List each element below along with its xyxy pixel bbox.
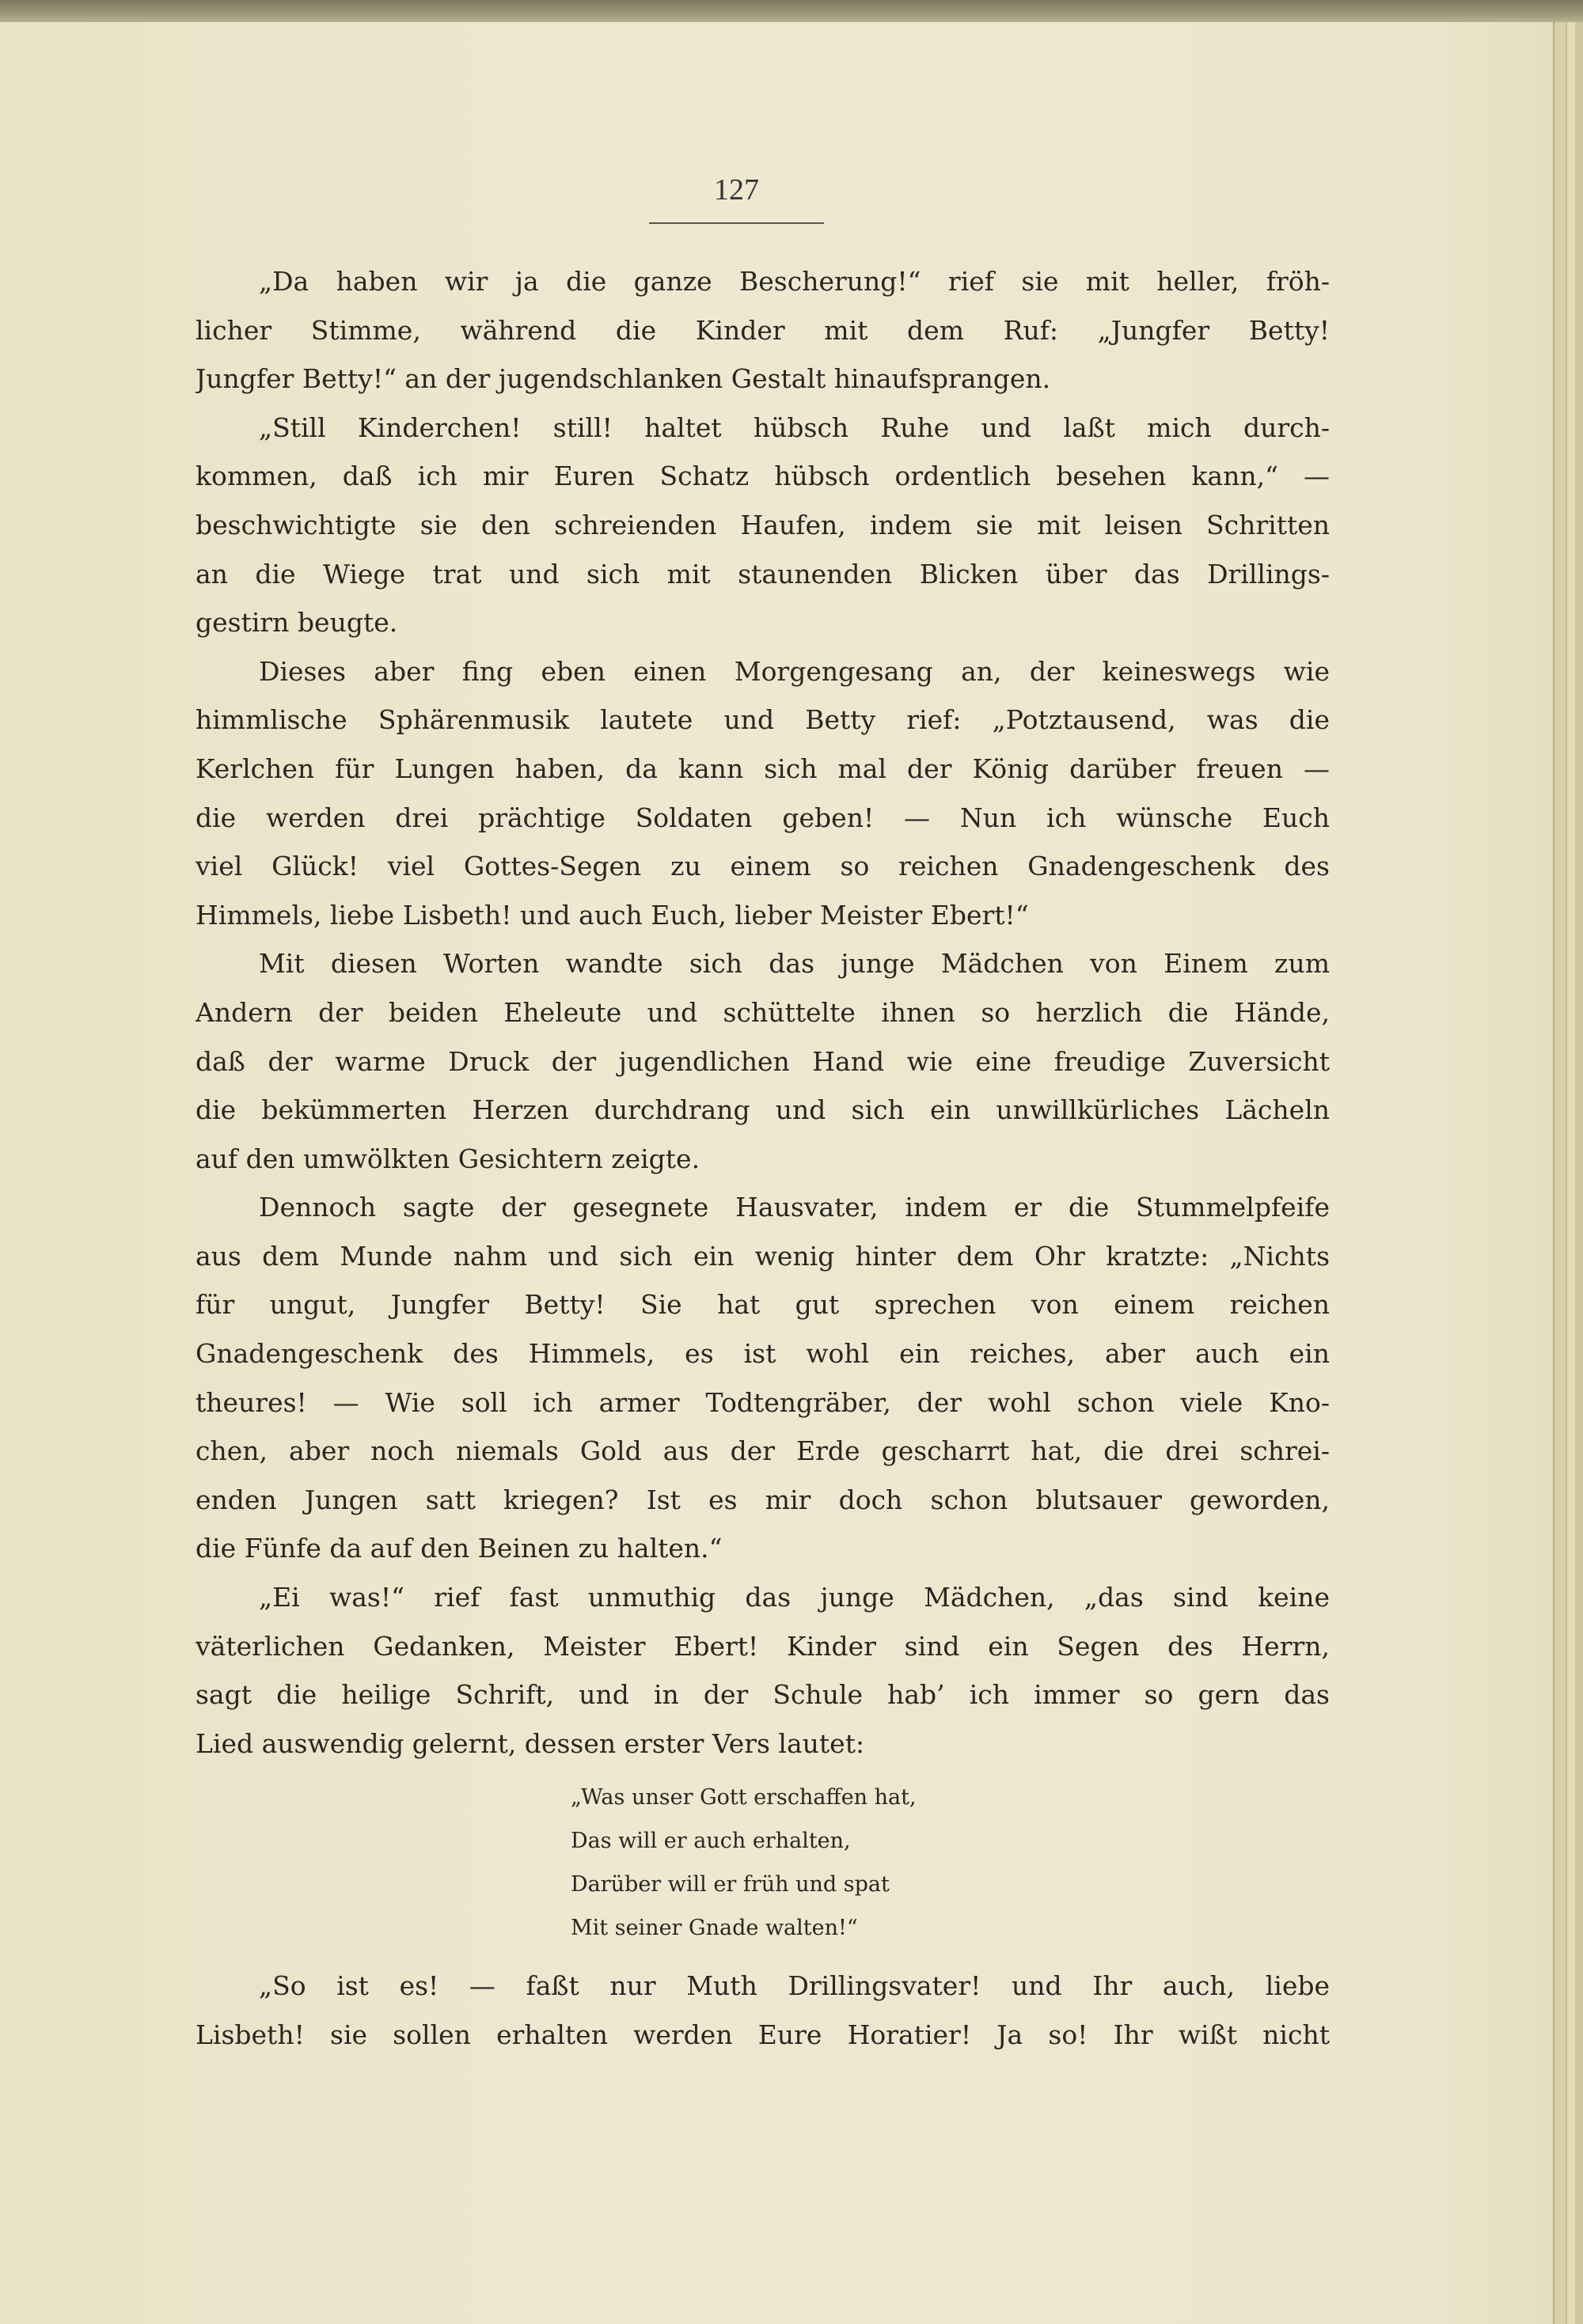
scan-top-border <box>0 0 1583 22</box>
text-line: kommen, daß ich mir Euren Schatz hübsch ordentlich besehen kann,“ — <box>196 461 1330 492</box>
text-line: die Fünfe da auf den Beinen zu halten.“ <box>196 1533 723 1564</box>
text-line: Mit diesen Worten wandte sich das junge Mädchen von Einem zum <box>259 948 1330 980</box>
text-line: chen, aber noch niemals Gold aus der Erde gescharrt hat, die drei schrei- <box>196 1435 1330 1467</box>
text-line: gestirn beugte. <box>196 607 398 639</box>
text-line: die werden drei prächtige Soldaten geben! — Nun ich wünsche Euch <box>196 802 1330 833</box>
text-line: für ungut, Jungfer Betty! Sie hat gut sprechen von einem reichen <box>196 1289 1330 1321</box>
text-line: theures! — Wie soll ich armer Todtengräber, der wohl schon viele Kno- <box>196 1386 1330 1418</box>
text-line: daß der warme Druck der jugendlichen Hand wie eine freudige Zuversicht <box>196 1045 1330 1077</box>
text-line: an die Wiege trat und sich mit staunenden Blicken über das Drillings- <box>196 558 1330 590</box>
text-line: Lisbeth! sie sollen erhalten werden Eure Horatier! Ja so! Ihr wißt nicht <box>196 2019 1330 2050</box>
text-line: himmlische Sphärenmusik lautete und Betty rief: „Potztausend, was die <box>196 704 1330 736</box>
text-line: Dennoch sagte der gesegnete Hausvater, indem er die Stummelpfeife <box>259 1192 1330 1223</box>
text-line: sagt die heilige Schrift, und in der Schule hab’ ich immer so gern das <box>196 1679 1330 1711</box>
body-text-continued <box>196 1962 1330 2059</box>
verse-line: Mit seiner Gnade walten!“ <box>571 1916 858 1940</box>
text-line: licher Stimme, während die Kinder mit dem Ruf: „Jungfer Betty! <box>196 314 1330 346</box>
text-line: „So ist es! — faßt nur Muth Drillingsvater! und Ihr auch, liebe <box>259 1970 1330 2001</box>
text-line: enden Jungen satt kriegen? Ist es mir doch schon blutsauer geworden, <box>196 1484 1330 1515</box>
text-line: „Da haben wir ja die ganze Bescherung!“ rief sie mit heller, fröh- <box>259 266 1330 297</box>
page-edge <box>1566 22 1575 2324</box>
text-line: beschwichtigte sie den schreienden Haufen, indem sie mit leisen Schritten <box>196 509 1330 540</box>
text-line: väterlichen Gedanken, Meister Ebert! Kinder sind ein Segen des Herrn, <box>196 1630 1330 1662</box>
text-line: viel Glück! viel Gottes-Segen zu einem so reichen Gnadengeschenk des <box>196 851 1330 882</box>
verse-block <box>571 1776 917 1950</box>
text-line: Jungfer Betty!“ an der jugendschlanken Gestalt hinaufsprangen. <box>196 363 1051 395</box>
verse-line: Darüber will er früh und spat <box>571 1872 890 1897</box>
text-line: „Ei was!“ rief fast unmuthig das junge Mädchen, „das sind keine <box>259 1582 1330 1613</box>
body-text <box>196 257 1330 1768</box>
text-line: Gnadengeschenk des Himmels, es ist wohl ein reiches, aber auch ein <box>196 1338 1330 1370</box>
page-number: 127 <box>714 173 759 207</box>
verse-line: „Was unser Gott erschaffen hat, <box>571 1785 917 1810</box>
text-line: Dieses aber fing eben einen Morgengesang an, der keineswegs wie <box>259 655 1330 687</box>
text-line: Lied auswendig gelernt, dessen erster Vers lautet: <box>196 1727 865 1759</box>
text-line: die bekümmerten Herzen durchdrang und sich ein unwillkürliches Lächeln <box>196 1094 1330 1126</box>
page-edge <box>1575 22 1583 2324</box>
text-line: „Still Kinderchen! still! haltet hübsch Ruhe und laßt mich durch- <box>259 411 1330 443</box>
text-line: auf den umwölkten Gesichtern zeigte. <box>196 1143 700 1174</box>
page-edge <box>1553 22 1566 2324</box>
text-line: Andern der beiden Eheleute und schüttelte ihnen so herzlich die Hände, <box>196 996 1330 1028</box>
text-line: aus dem Munde nahm und sich ein wenig hinter dem Ohr kratzte: „Nichts <box>196 1240 1330 1272</box>
verse-line: Das will er auch erhalten, <box>571 1829 851 1853</box>
header-rule <box>649 222 824 224</box>
text-line: Kerlchen für Lungen haben, da kann sich mal der König darüber freuen — <box>196 753 1330 784</box>
text-line: Himmels, liebe Lisbeth! und auch Euch, lieber Meister Ebert!“ <box>196 899 1029 931</box>
